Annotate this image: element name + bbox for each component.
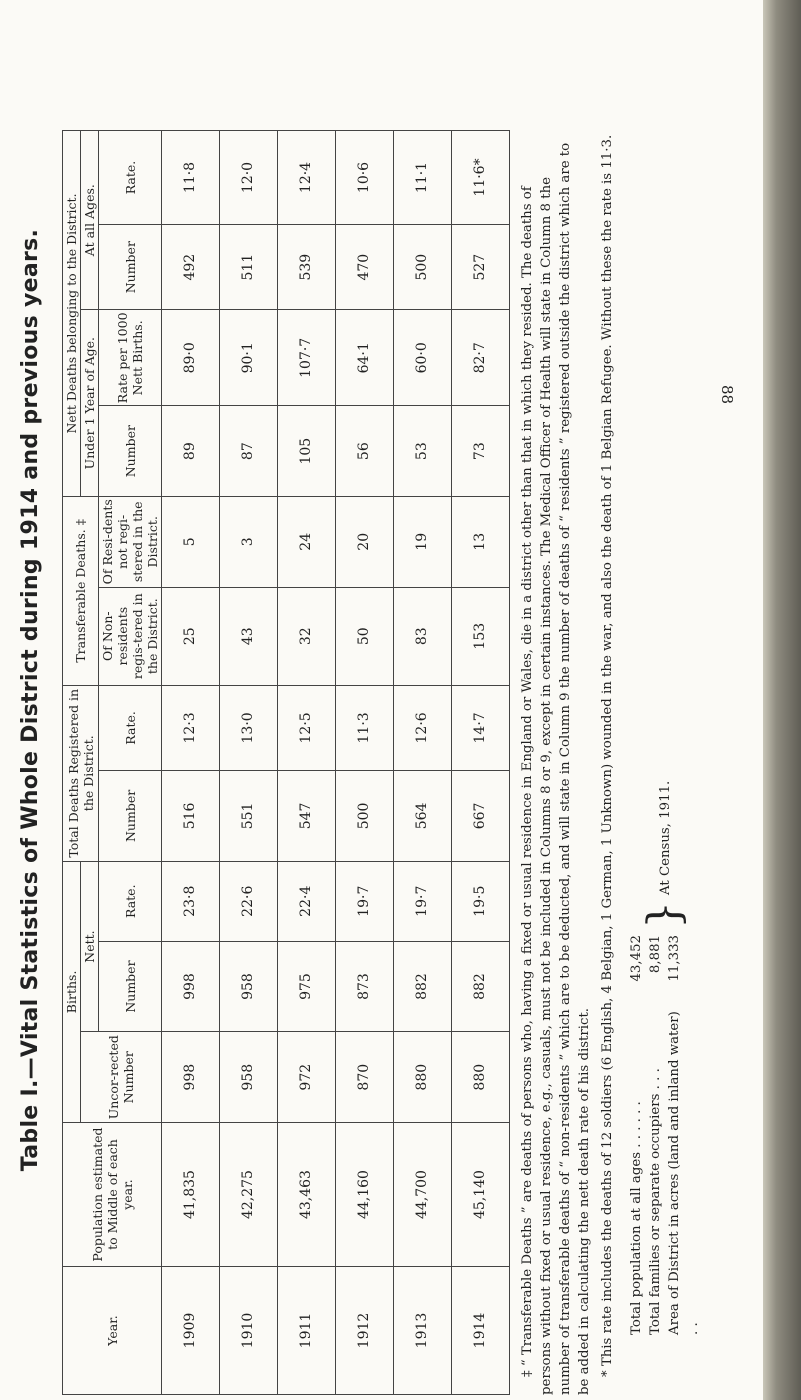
- header-total-deaths: Total Deaths Registered in the District.: [63, 685, 99, 861]
- cell-birth-rate: 19·7: [336, 861, 394, 941]
- cell-nett-births: 975: [278, 941, 336, 1032]
- header-population: Population estimated to Middle of each year.: [63, 1123, 162, 1267]
- cell-uncorrected: 958: [220, 1032, 278, 1123]
- cell-population: 42,275: [220, 1123, 278, 1267]
- cell-infant-number: 87: [220, 406, 278, 497]
- vital-statistics-table-wrap: [62, 130, 510, 1395]
- cell-nett-number: 511: [220, 225, 278, 310]
- cell-population: 44,700: [394, 1123, 452, 1267]
- scan-edge: [763, 0, 801, 1400]
- cell-population: 44,160: [336, 1123, 394, 1267]
- cell-year: 1911: [278, 1267, 336, 1395]
- table-row: [278, 131, 336, 1395]
- cell-infant-number: 56: [336, 406, 394, 497]
- cell-nett-births: 873: [336, 941, 394, 1032]
- census-brace: }: [639, 901, 690, 929]
- cell-year: 1912: [336, 1267, 394, 1395]
- cell-non-residents: 43: [220, 587, 278, 685]
- census-block: [627, 130, 703, 1335]
- cell-nett-number: 470: [336, 225, 394, 310]
- cell-uncorrected: 880: [394, 1032, 452, 1123]
- cell-deaths-rate: 14·7: [452, 685, 510, 770]
- header-nett: Nett.: [81, 861, 99, 1032]
- header-year: Year.: [63, 1267, 162, 1395]
- cell-year: 1909: [162, 1267, 220, 1395]
- cell-infant-number: 105: [278, 406, 336, 497]
- header-nett-rate: Rate.: [99, 861, 162, 941]
- header-allages-rate: Rate.: [99, 131, 162, 225]
- cell-year: 1914: [452, 1267, 510, 1395]
- cell-deaths-rate: 12·6: [394, 685, 452, 770]
- cell-non-residents: 153: [452, 587, 510, 685]
- cell-birth-rate: 19·7: [394, 861, 452, 941]
- header-births: Births.: [63, 861, 81, 1122]
- cell-birth-rate: 22·6: [220, 861, 278, 941]
- census-label: Area of District in acres (land and inland water) . .: [667, 1011, 701, 1335]
- header-non-residents: Of Non-residents regis-tered in the District.: [99, 587, 162, 685]
- cell-infant-rate: 90·1: [220, 310, 278, 406]
- header-residents: Of Resi-dents not regi-stered in the District.: [99, 496, 162, 587]
- cell-deaths-rate: 11·3: [336, 685, 394, 770]
- cell-deaths-number: 516: [162, 771, 220, 862]
- cell-nett-number: 539: [278, 225, 336, 310]
- header-transferable: Transferable Deaths. ‡: [63, 496, 99, 685]
- cell-nett-births: 882: [394, 941, 452, 1032]
- header-allages-number: Number: [99, 225, 162, 310]
- cell-infant-rate: 60·0: [394, 310, 452, 406]
- page-title: Table I.—Vital Statistics of Whole District during 1914 and previous years.: [17, 228, 43, 1172]
- cell-population: 43,463: [278, 1123, 336, 1267]
- cell-infant-rate: 89·0: [162, 310, 220, 406]
- cell-nett-number: 492: [162, 225, 220, 310]
- cell-infant-number: 53: [394, 406, 452, 497]
- cell-deaths-rate: 12·5: [278, 685, 336, 770]
- cell-non-residents: 32: [278, 587, 336, 685]
- header-deaths-number: Number: [99, 771, 162, 862]
- census-label: Total families or separate occupiers . . .: [648, 1068, 663, 1335]
- cell-deaths-rate: 13·0: [220, 685, 278, 770]
- cell-deaths-number: 564: [394, 771, 452, 862]
- census-value: 43,452: [629, 935, 644, 982]
- page-number: 88: [718, 385, 736, 405]
- header-under-one: Under 1 Year of Age.: [81, 310, 99, 497]
- cell-uncorrected: 972: [278, 1032, 336, 1123]
- vital-statistics-table: [62, 130, 510, 1395]
- census-value: 11,333: [667, 935, 682, 982]
- cell-nett-number: 527: [452, 225, 510, 310]
- cell-residents: 5: [162, 496, 220, 587]
- footnotes: [518, 130, 728, 1395]
- cell-non-residents: 83: [394, 587, 452, 685]
- cell-population: 45,140: [452, 1123, 510, 1267]
- header-nett-number: Number: [99, 941, 162, 1032]
- cell-uncorrected: 880: [452, 1032, 510, 1123]
- cell-nett-rate: 10·6: [336, 131, 394, 225]
- cell-residents: 19: [394, 496, 452, 587]
- footnote-rate: * This rate includes the deaths of 12 soldiers (6 English, 4 Belgian, 1 German, 1 Unknown) wounded in the war, and also the death of 1 Belgian Refugee. Without these the rate is 11·3.: [600, 134, 615, 1377]
- cell-nett-rate: 12·4: [278, 131, 336, 225]
- table-row: [220, 131, 278, 1395]
- cell-nett-rate: 12·0: [220, 131, 278, 225]
- cell-infant-rate: 107·7: [278, 310, 336, 406]
- cell-birth-rate: 22·4: [278, 861, 336, 941]
- census-row: [665, 935, 703, 1335]
- table-row: [162, 131, 220, 1395]
- cell-nett-rate: 11·6*: [452, 131, 510, 225]
- header-infant-rate: Rate per 1000 Nett Births.: [99, 310, 162, 406]
- header-deaths-rate: Rate.: [99, 685, 162, 770]
- cell-infant-number: 73: [452, 406, 510, 497]
- cell-year: 1913: [394, 1267, 452, 1395]
- cell-non-residents: 25: [162, 587, 220, 685]
- cell-nett-rate: 11·1: [394, 131, 452, 225]
- header-all-ages: At all Ages.: [81, 131, 99, 310]
- cell-population: 41,835: [162, 1123, 220, 1267]
- census-value: 8,881: [648, 935, 663, 974]
- footnote-transferable: ‡ “ Transferable Deaths ” are deaths of persons who, having a fixed or usual residence in England or Wales, die in a district other than that in which they resided. The deaths of persons without fixed or usual residence, e.g., casuals, must not be included in Columns 8 or 9, except in certain instances. The Medical Officer of Health will state in Column 8 the number of transferable deaths of “ non-residents ” which are to be deducted, and will state in Column 9 the number of deaths of “ residents ” registered outside the district which are to be added in calculating the nett death rate of his district.: [520, 142, 592, 1395]
- cell-deaths-number: 500: [336, 771, 394, 862]
- cell-uncorrected: 870: [336, 1032, 394, 1123]
- cell-nett-number: 500: [394, 225, 452, 310]
- cell-infant-number: 89: [162, 406, 220, 497]
- cell-nett-births: 998: [162, 941, 220, 1032]
- cell-infant-rate: 64·1: [336, 310, 394, 406]
- page-title-block: [0, 0, 60, 1400]
- table-row: [336, 131, 394, 1395]
- cell-birth-rate: 23·8: [162, 861, 220, 941]
- census-label: Total population at all ages . . . . . .: [629, 1101, 644, 1335]
- census-row: [627, 935, 646, 1335]
- cell-deaths-number: 667: [452, 771, 510, 862]
- table-row: [394, 131, 452, 1395]
- census-rows: [627, 935, 703, 1335]
- header-nett-deaths: Nett Deaths belonging to the District.: [63, 131, 81, 497]
- cell-uncorrected: 998: [162, 1032, 220, 1123]
- cell-residents: 24: [278, 496, 336, 587]
- cell-residents: 3: [220, 496, 278, 587]
- cell-residents: 13: [452, 496, 510, 587]
- cell-non-residents: 50: [336, 587, 394, 685]
- table-row: [452, 131, 510, 1395]
- census-row: [646, 935, 665, 1335]
- cell-deaths-number: 547: [278, 771, 336, 862]
- header-infant-number: Number: [99, 406, 162, 497]
- cell-nett-births: 958: [220, 941, 278, 1032]
- cell-nett-rate: 11·8: [162, 131, 220, 225]
- cell-nett-births: 882: [452, 941, 510, 1032]
- cell-deaths-number: 551: [220, 771, 278, 862]
- cell-birth-rate: 19·5: [452, 861, 510, 941]
- cell-infant-rate: 82·7: [452, 310, 510, 406]
- header-uncorrected: Uncor-rected Number: [81, 1032, 162, 1123]
- header-row-1: [63, 131, 81, 1395]
- cell-residents: 20: [336, 496, 394, 587]
- cell-deaths-rate: 12·3: [162, 685, 220, 770]
- census-note: At Census, 1911.: [657, 780, 673, 895]
- cell-year: 1910: [220, 1267, 278, 1395]
